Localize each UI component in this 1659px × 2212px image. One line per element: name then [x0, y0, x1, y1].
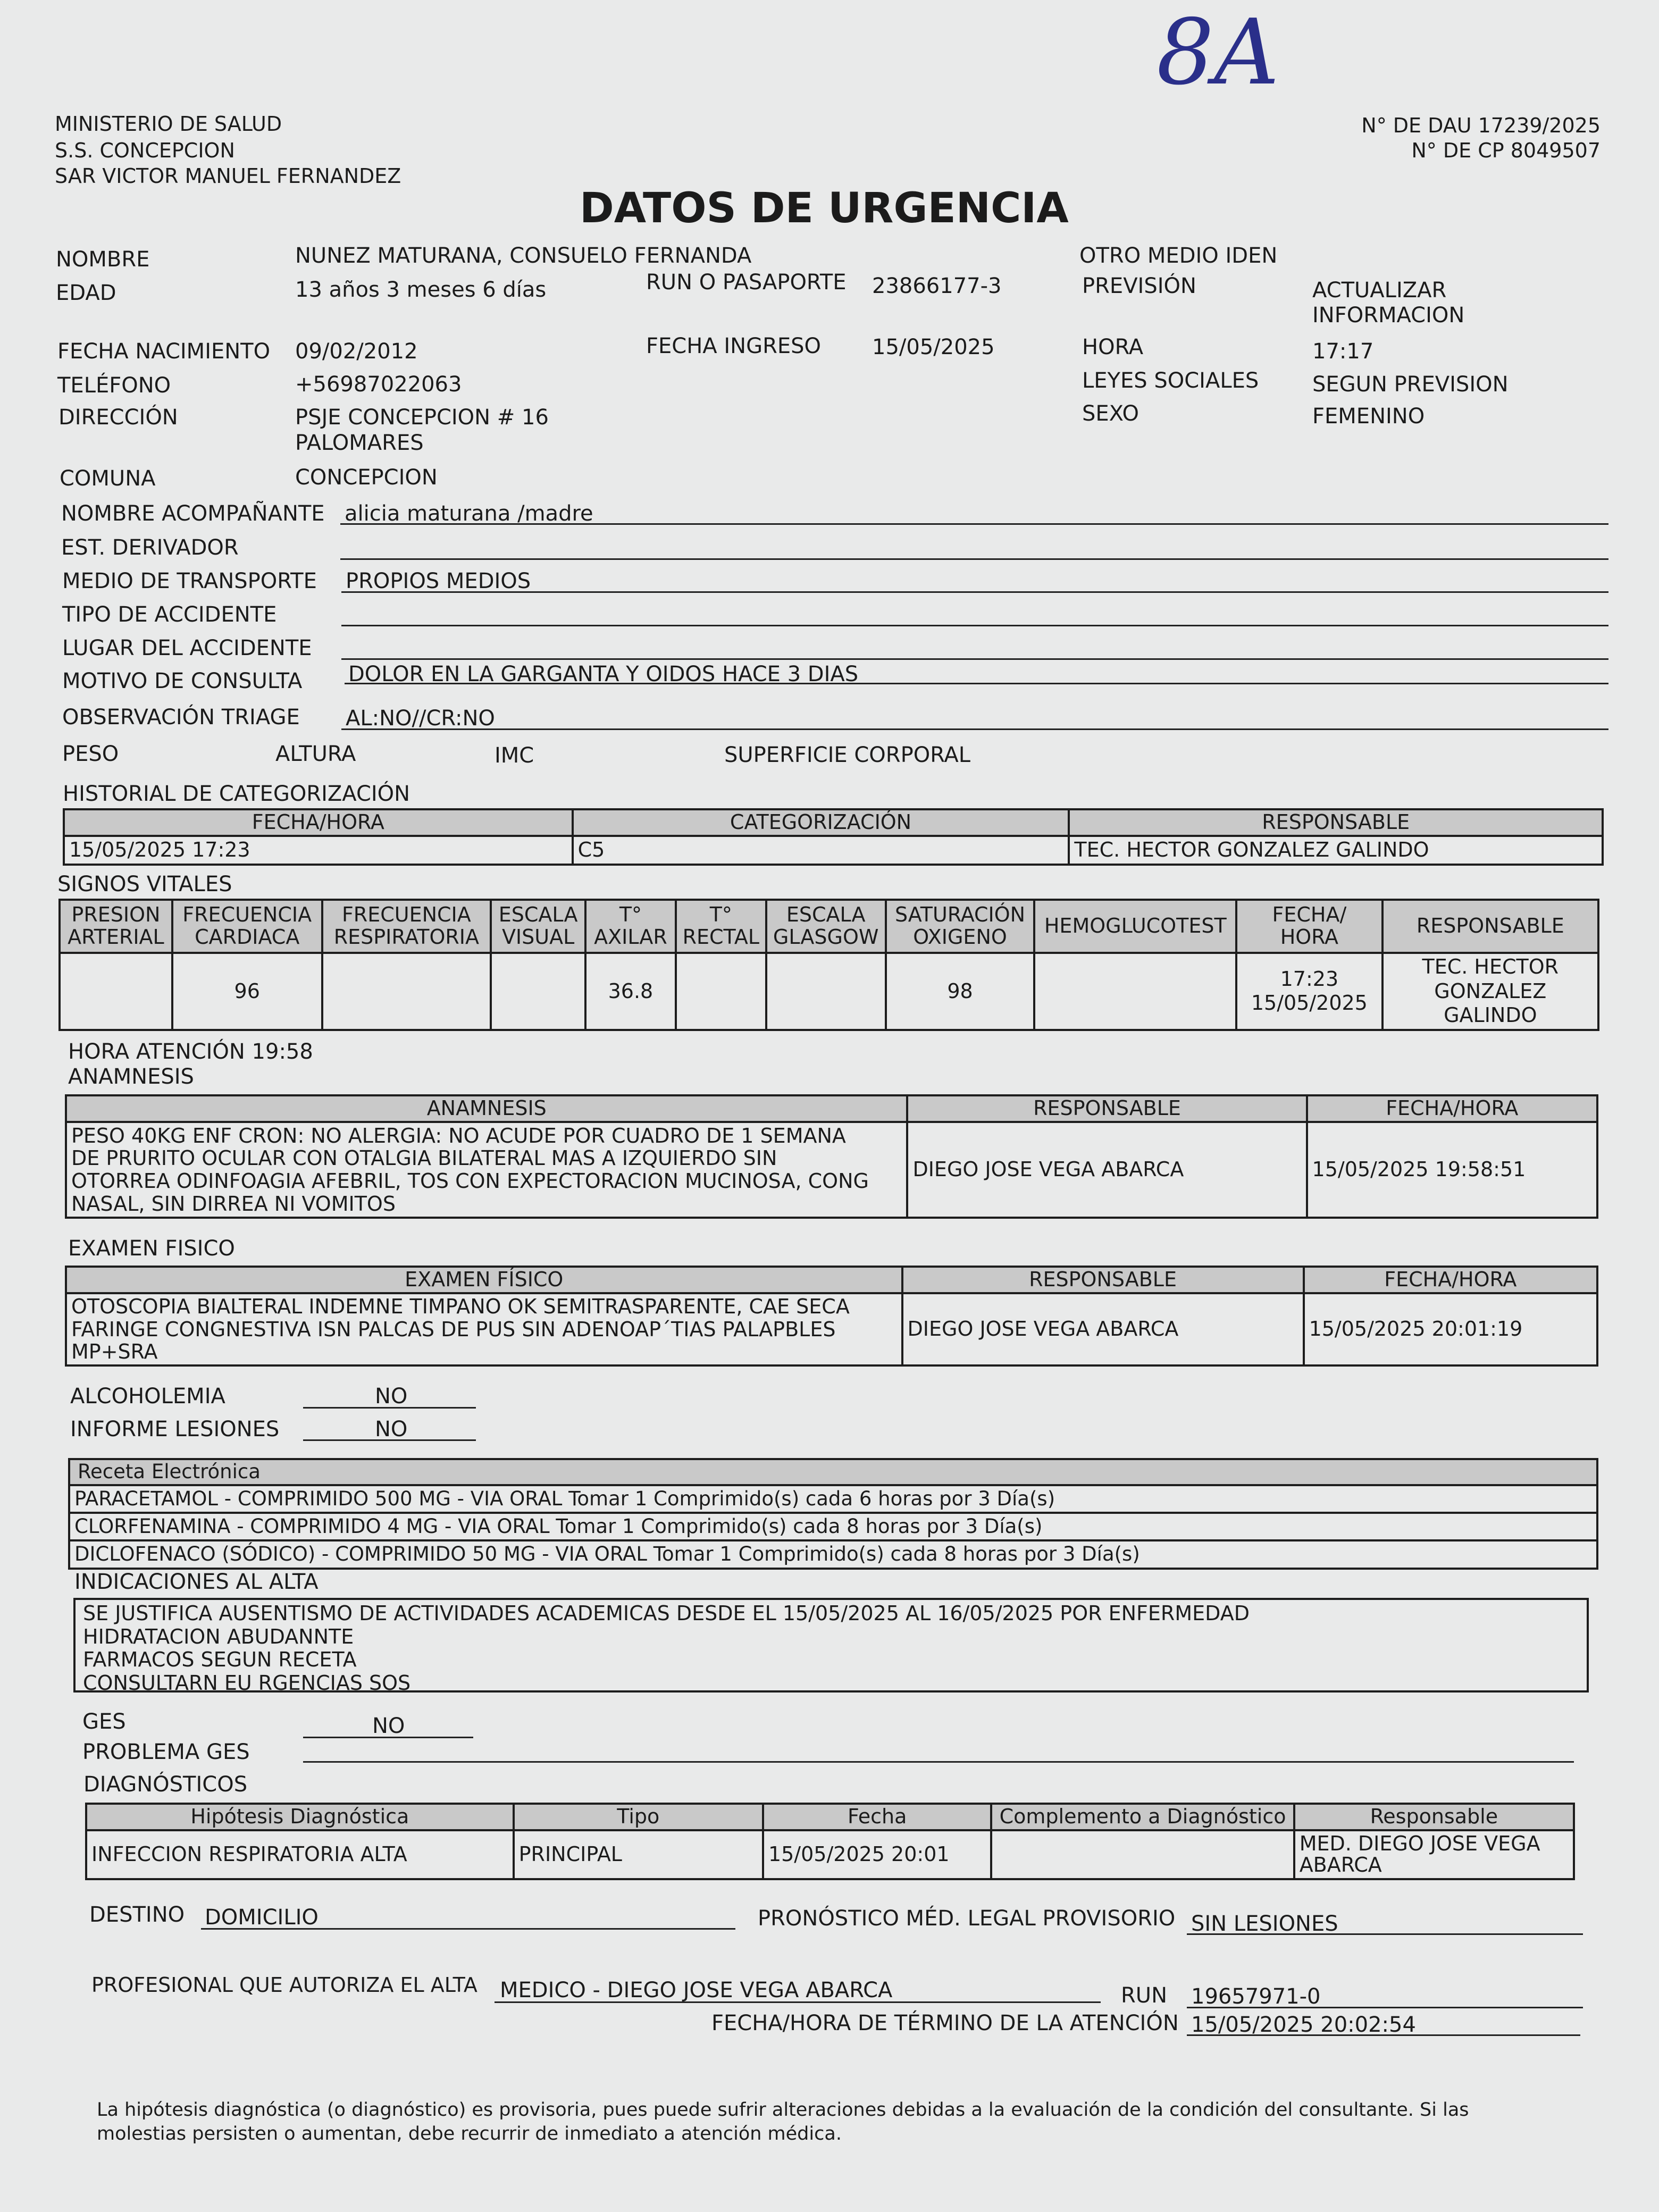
anam-fecha: 15/05/2025 19:58:51	[1307, 1122, 1597, 1218]
dx-fecha: 15/05/2025 20:01	[763, 1830, 991, 1879]
indicacion-line: HIDRATACION ABUDANNTE	[83, 1624, 354, 1648]
problema-ges-line	[303, 1761, 1574, 1763]
acompanante-label: NOMBRE ACOMPAÑANTE	[61, 501, 325, 526]
lesiones-value: NO	[375, 1417, 408, 1442]
sv-header-fr: FRECUENCIA RESPIRATORIA	[322, 900, 491, 953]
sv-glasgow	[766, 953, 886, 1030]
dx-responsable: MED. DIEGO JOSE VEGA ABARCA	[1294, 1830, 1574, 1879]
org-line-sar: SAR VICTOR MANUEL FERNANDEZ	[55, 164, 401, 188]
nombre-value: NUNEZ MATURANA, CONSUELO FERNANDA	[295, 244, 752, 268]
termino-label: FECHA/HORA DE TÉRMINO DE LA ATENCIÓN	[711, 2011, 1179, 2035]
dx-header-hipotesis: Hipótesis Diagnóstica	[86, 1804, 514, 1830]
sv-saturacion: 98	[886, 953, 1035, 1030]
run-alta-line	[1187, 2007, 1583, 2008]
fecha-ingreso-value: 15/05/2025	[872, 335, 995, 359]
anamnesis-table	[65, 1094, 1598, 1219]
sv-header-glasgow: ESCALA GLASGOW	[766, 900, 886, 953]
sv-header-t-rectal: T° RECTAL	[676, 900, 766, 953]
categorizacion-table	[63, 808, 1604, 866]
footer-disclaimer-1: La hipótesis diagnóstica (o diagnóstico) es provisoria, pues puede sufrir alteraciones debidas a la evaluación de la condición del consultante. Si las	[97, 2099, 1469, 2121]
anam-text: PESO 40KG ENF CRON: NO ALERGIA: NO ACUDE POR CUADRO DE 1 SEMANA DE PRURITO OCULAR CON OTALGIA BILATERAL MAS A IZQUIERDO SIN OTORREA ODINFOAGIA AFEBRIL, TOS CON EXPECTORACION MUCINOSA, CONG NASAL, SIN DIRREA NI VOMITOS	[66, 1122, 907, 1218]
sv-header-presion: PRESION ARTERIAL	[60, 900, 172, 953]
dx-hipotesis: INFECCION RESPIRATORIA ALTA	[86, 1830, 514, 1879]
altura-label: ALTURA	[275, 742, 356, 766]
termino-value: 15/05/2025 20:02:54	[1191, 2013, 1416, 2037]
triage-value: AL:NO//CR:NO	[346, 706, 495, 731]
sv-fecha-hora: 17:23 15/05/2025	[1236, 953, 1382, 1030]
pronostico-value: SIN LESIONES	[1191, 1912, 1338, 1936]
ex-header-responsable: RESPONSABLE	[902, 1267, 1304, 1293]
alcoholemia-label: ALCOHOLEMIA	[70, 1384, 225, 1409]
sv-header-fecha-hora: FECHA/ HORA	[1236, 900, 1382, 953]
indicacion-line: CONSULTARN EU RGENCIAS SOS	[83, 1671, 411, 1695]
receta-table	[68, 1458, 1598, 1570]
profesional-label: PROFESIONAL QUE AUTORIZA EL ALTA	[91, 1973, 477, 1997]
signos-title: SIGNOS VITALES	[57, 872, 232, 896]
acompanante-line	[340, 523, 1608, 525]
categorizacion-title: HISTORIAL DE CATEGORIZACIÓN	[63, 782, 410, 806]
dau-number: N° DE DAU 17239/2025	[1361, 114, 1601, 137]
transporte-label: MEDIO DE TRANSPORTE	[62, 569, 317, 593]
sv-t-axilar: 36.8	[585, 953, 676, 1030]
sv-fr	[322, 953, 491, 1030]
fecha-nacimiento-label: FECHA NACIMIENTO	[57, 339, 271, 364]
sv-t-rectal	[676, 953, 766, 1030]
alcoholemia-value: NO	[375, 1384, 408, 1409]
lugar-accidente-label: LUGAR DEL ACCIDENTE	[62, 636, 312, 660]
signos-table	[58, 899, 1599, 1031]
leyes-sociales-label: LEYES SOCIALES	[1082, 368, 1259, 393]
cp-number: N° DE CP 8049507	[1411, 139, 1601, 162]
run-value: 23866177-3	[872, 274, 1002, 298]
dx-header-fecha: Fecha	[763, 1804, 991, 1830]
sv-header-fc: FRECUENCIA CARDIACA	[172, 900, 322, 953]
indicacion-line: SE JUSTIFICA AUSENTISMO DE ACTIVIDADES ACADEMICAS DESDE EL 15/05/2025 AL 16/05/2025 POR ENFERMEDAD	[83, 1602, 1250, 1625]
termino-line	[1187, 2034, 1580, 2036]
pronostico-line	[1187, 1933, 1583, 1935]
problema-ges-label: PROBLEMA GES	[82, 1740, 250, 1764]
examen-table	[65, 1266, 1598, 1367]
run-alta-value: 19657971-0	[1191, 1984, 1321, 2009]
destino-line	[201, 1928, 735, 1930]
examen-title: EXAMEN FISICO	[68, 1236, 235, 1261]
direccion-value-2: PALOMARES	[295, 431, 424, 455]
ges-value: NO	[372, 1714, 405, 1738]
dx-header-tipo: Tipo	[514, 1804, 763, 1830]
prevision-value-2: INFORMACION	[1312, 303, 1465, 328]
run-label: RUN O PASAPORTE	[646, 270, 847, 295]
ges-line	[303, 1737, 473, 1738]
cat-header-fecha: FECHA/HORA	[64, 809, 573, 836]
cat-responsable: TEC. HECTOR GONZALEZ GALINDO	[1069, 836, 1603, 865]
fecha-ingreso-label: FECHA INGRESO	[646, 334, 822, 358]
cat-header-categorizacion: CATEGORIZACIÓN	[573, 809, 1069, 836]
destino-label: DESTINO	[89, 1903, 185, 1927]
page-title: DATOS DE URGENCIA	[580, 185, 1069, 232]
sv-responsable: TEC. HECTOR GONZALEZ GALINDO	[1382, 953, 1598, 1030]
profesional-value: MEDICO - DIEGO JOSE VEGA ABARCA	[500, 1978, 893, 2002]
cat-fecha: 15/05/2025 17:23	[64, 836, 573, 865]
ex-header-fecha: FECHA/HORA	[1304, 1267, 1597, 1293]
telefono-label: TELÉFONO	[57, 373, 171, 398]
diagnosticos-title: DIAGNÓSTICOS	[83, 1772, 248, 1797]
otro-medio-label: OTRO MEDIO IDEN	[1079, 244, 1278, 268]
imc-label: IMC	[495, 743, 534, 768]
anam-header-fecha: FECHA/HORA	[1307, 1095, 1597, 1122]
direccion-value-1: PSJE CONCEPCION # 16	[295, 405, 549, 430]
anamnesis-title: ANAMNESIS	[68, 1065, 194, 1089]
ex-header-examen: EXAMEN FÍSICO	[66, 1267, 902, 1293]
lesiones-line	[303, 1439, 476, 1441]
prevision-value-1: ACTUALIZAR	[1312, 278, 1447, 303]
edad-label: EDAD	[56, 281, 116, 305]
dx-header-complemento: Complemento a Diagnóstico	[991, 1804, 1294, 1830]
indicacion-line: FARMACOS SEGUN RECETA	[83, 1648, 357, 1672]
anam-header-anamnesis: ANAMNESIS	[66, 1095, 907, 1122]
telefono-value: +56987022063	[295, 372, 462, 397]
lesiones-label: INFORME LESIONES	[70, 1417, 280, 1442]
motivo-line	[345, 683, 1608, 684]
sv-header-escala-visual: ESCALA VISUAL	[491, 900, 585, 953]
sv-header-responsable: RESPONSABLE	[1382, 900, 1598, 953]
receta-item-diclofenaco: DICLOFENACO (SÓDICO) - COMPRIMIDO 50 MG - VIA ORAL Tomar 1 Comprimido(s) cada 8 horas por 3 Día(s)	[69, 1540, 1597, 1568]
org-line-ministerio: MINISTERIO DE SALUD	[55, 112, 282, 136]
motivo-label: MOTIVO DE CONSULTA	[62, 669, 303, 693]
indicaciones-box	[73, 1598, 1589, 1695]
destino-value: DOMICILIO	[205, 1905, 319, 1930]
acompanante-value: alicia maturana /madre	[345, 501, 593, 526]
ex-text: OTOSCOPIA BIALTERAL INDEMNE TIMPANO OK SEMITRASPARENTE, CAE SECA FARINGE CONGNESTIVA ISN PALCAS DE PUS SIN ADENOAP´TIAS PALAPBLES MP+SRA	[66, 1293, 902, 1365]
sv-header-hemoglucotest: HEMOGLUCOTEST	[1034, 900, 1236, 953]
motivo-value: DOLOR EN LA GARGANTA Y OIDOS HACE 3 DIAS	[348, 662, 859, 686]
triage-label: OBSERVACIÓN TRIAGE	[62, 705, 300, 730]
fecha-nacimiento-value: 09/02/2012	[295, 339, 418, 364]
sv-header-t-axilar: T° AXILAR	[585, 900, 676, 953]
pronostico-label: PRONÓSTICO MÉD. LEGAL PROVISORIO	[758, 1906, 1176, 1931]
ex-fecha: 15/05/2025 20:01:19	[1304, 1293, 1597, 1365]
tipo-accidente-line	[341, 625, 1608, 626]
ges-label: GES	[82, 1710, 126, 1734]
comuna-value: CONCEPCION	[295, 465, 438, 490]
transporte-value: PROPIOS MEDIOS	[346, 569, 531, 593]
receta-item-paracetamol: PARACETAMOL - COMPRIMIDO 500 MG - VIA ORAL Tomar 1 Comprimido(s) cada 6 horas por 3 Día(s)	[69, 1485, 1597, 1513]
edad-value: 13 años 3 meses 6 días	[295, 278, 547, 302]
peso-label: PESO	[62, 742, 119, 766]
run-alta-label: RUN	[1121, 1983, 1167, 2008]
anam-responsable: DIEGO JOSE VEGA ABARCA	[907, 1122, 1306, 1218]
anam-header-responsable: RESPONSABLE	[907, 1095, 1306, 1122]
tipo-accidente-label: TIPO DE ACCIDENTE	[62, 602, 277, 627]
footer-disclaimer-2: molestias persisten o aumentan, debe recurrir de inmediato a atención médica.	[97, 2123, 842, 2144]
receta-title: Receta Electrónica	[69, 1459, 1597, 1485]
lugar-accidente-line	[341, 658, 1608, 660]
diagnosticos-table	[85, 1803, 1575, 1880]
handwritten-page-mark: 8A	[1157, 0, 1279, 105]
nombre-label: NOMBRE	[56, 247, 150, 272]
indicaciones-title: INDICACIONES AL ALTA	[74, 1570, 319, 1594]
dx-complemento	[991, 1830, 1294, 1879]
derivador-line	[340, 558, 1608, 560]
direccion-label: DIRECCIÓN	[58, 405, 178, 430]
cat-header-responsable: RESPONSABLE	[1069, 809, 1603, 836]
superficie-label: SUPERFICIE CORPORAL	[724, 743, 971, 767]
ex-responsable: DIEGO JOSE VEGA ABARCA	[902, 1293, 1304, 1365]
dx-tipo: PRINCIPAL	[514, 1830, 763, 1879]
derivador-label: EST. DERIVADOR	[61, 535, 239, 560]
prevision-label: PREVISIÓN	[1082, 274, 1196, 298]
comuna-label: COMUNA	[60, 466, 156, 491]
hora-atencion: HORA ATENCIÓN 19:58	[68, 1040, 313, 1064]
sv-escala-visual	[491, 953, 585, 1030]
sexo-value: FEMENINO	[1312, 404, 1425, 429]
profesional-line	[495, 2001, 1101, 2003]
sv-fc: 96	[172, 953, 322, 1030]
receta-item-clorfenamina: CLORFENAMINA - COMPRIMIDO 4 MG - VIA ORAL Tomar 1 Comprimido(s) cada 8 horas por 3 Día(s)	[69, 1513, 1597, 1540]
sv-header-saturacion: SATURACIÓN OXIGENO	[886, 900, 1035, 953]
alcoholemia-line	[303, 1407, 476, 1409]
triage-line	[341, 728, 1608, 730]
transporte-line	[341, 591, 1608, 593]
dx-header-responsable: Responsable	[1294, 1804, 1574, 1830]
sexo-label: SEXO	[1082, 401, 1139, 426]
leyes-sociales-value: SEGUN PREVISION	[1312, 372, 1509, 397]
hora-label: HORA	[1082, 335, 1144, 359]
sv-hemoglucotest	[1034, 953, 1236, 1030]
sv-presion	[60, 953, 172, 1030]
org-line-ss: S.S. CONCEPCION	[55, 139, 235, 162]
hora-value: 17:17	[1312, 339, 1374, 364]
cat-categoria: C5	[573, 836, 1069, 865]
